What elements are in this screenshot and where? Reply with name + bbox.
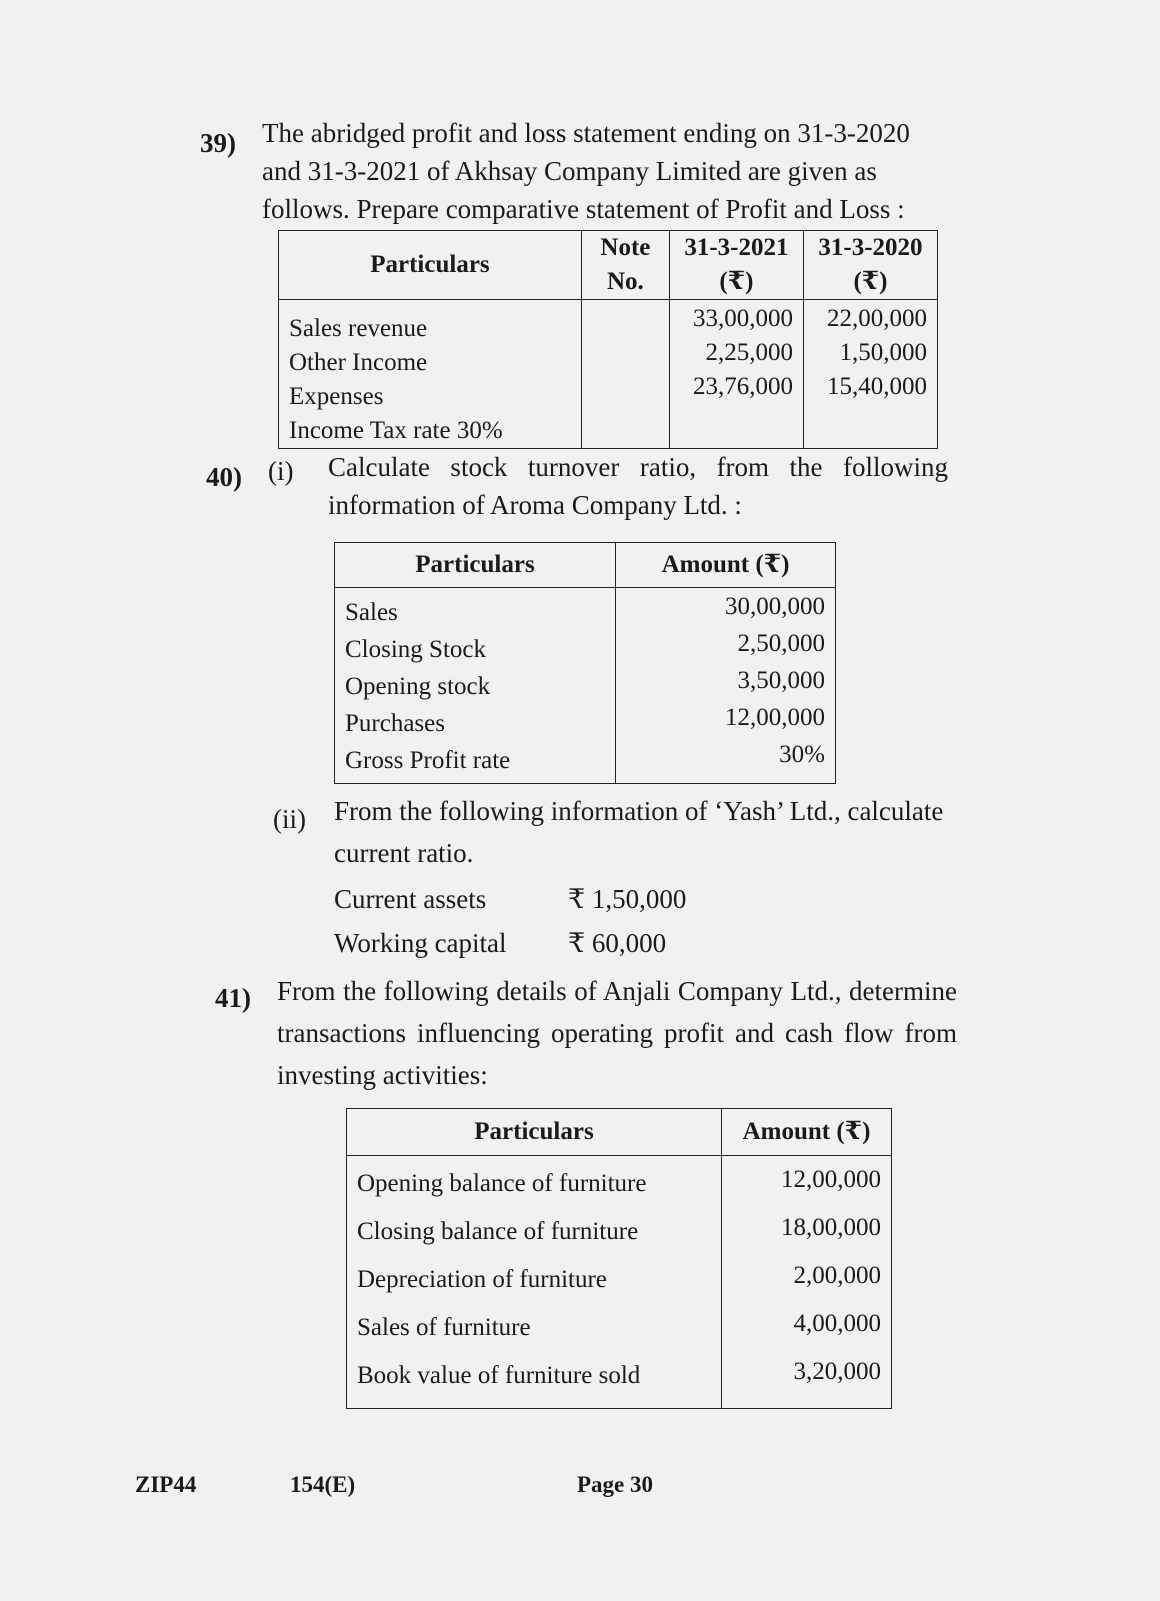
q40-part-ii-text [334, 790, 954, 874]
q40-ii-item-2 [334, 924, 666, 962]
q39-line-2: and 31-3-2021 of Akhsay Company Limited are given as [262, 156, 877, 186]
q40-ii-line-1: From the following information of ‘Yash’ Ltd., calculate [334, 796, 944, 826]
working-capital-label: Working capital [334, 928, 507, 958]
list-item: 3,50,000 [737, 667, 825, 694]
table-body-row [335, 588, 836, 784]
list-item: 3,20,000 [793, 1358, 881, 1385]
particulars-cell [335, 588, 616, 784]
q41-line-2: transactions influencing operating profit and cash flow from [277, 1018, 957, 1048]
table-header-row [335, 543, 836, 588]
list-item: Depreciation of furniture [357, 1266, 607, 1293]
list-item: 30,00,000 [725, 593, 825, 620]
q39-number: 39) [200, 128, 236, 158]
q41-text [277, 970, 957, 1096]
list-item: 12,00,000 [781, 1166, 881, 1193]
table-header-row [279, 231, 938, 300]
list-item: Opening stock [345, 673, 491, 700]
list-item: Income Tax rate 30% [289, 417, 503, 444]
q41-line-1: From the following details of Anjali Company Ltd., determine [277, 976, 957, 1006]
list-item: 18,00,000 [781, 1214, 881, 1241]
q41-number: 41) [215, 983, 251, 1013]
list-item: Book value of furniture sold [357, 1362, 641, 1389]
table-body-row [279, 300, 938, 449]
q40-i-table [334, 542, 836, 784]
list-item: Closing balance of furniture [357, 1218, 639, 1245]
list-item: Purchases [345, 710, 445, 737]
list-item: Closing Stock [345, 636, 486, 663]
q39-line-3: follows. Prepare comparative statement of Profit and Loss : [262, 194, 905, 224]
particulars-cell [279, 300, 582, 449]
q39-table [278, 230, 938, 449]
amounts-cell [722, 1156, 892, 1409]
list-item: 2,50,000 [737, 630, 825, 657]
list-item: Sales of furniture [357, 1314, 531, 1341]
q41-line-3: investing activities: [277, 1060, 488, 1090]
q40-part-i-text [328, 448, 948, 524]
q39-line-1: The abridged profit and loss statement ending on 31-3-2020 [262, 118, 910, 148]
header-2021-line1: 31-3-2021 [684, 234, 789, 261]
list-item: 2,00,000 [793, 1262, 881, 1289]
header-note-line2: No. [606, 268, 644, 295]
q40-i-line-2: information of Aroma Company Ltd. : [328, 490, 742, 520]
header-2020-line1: 31-3-2020 [818, 234, 923, 261]
working-capital-value: ₹ 60,000 [568, 928, 667, 958]
list-item: Other Income [289, 349, 428, 376]
list-item: Sales revenue [289, 315, 428, 342]
header-2020 [803, 231, 937, 300]
header-amount: Amount (₹) [722, 1109, 892, 1156]
particulars-cell [347, 1156, 722, 1409]
amounts-cell [616, 588, 836, 784]
list-item: 22,00,000 [827, 305, 927, 332]
current-assets-value: ₹ 1,50,000 [568, 884, 687, 914]
footer-code: ZIP44 [135, 1472, 197, 1497]
values-2020-cell [803, 300, 937, 449]
list-item: 15,40,000 [827, 373, 927, 400]
list-item: Opening balance of furniture [357, 1170, 647, 1197]
q40-part-ii-label: (ii) [273, 804, 306, 834]
header-2021 [669, 231, 803, 300]
list-item: Sales [345, 599, 398, 626]
q39-text [262, 114, 942, 228]
header-2020-line2: (₹) [853, 268, 888, 295]
list-item: 30% [779, 741, 825, 768]
list-item: 33,00,000 [692, 305, 793, 332]
current-assets-label: Current assets [334, 884, 487, 914]
table-header-row [347, 1109, 892, 1156]
q40-ii-item-1 [334, 880, 686, 918]
values-2021-cell [669, 300, 803, 449]
list-item: Gross Profit rate [345, 747, 511, 774]
header-note-no [581, 231, 669, 300]
table-body-row [347, 1156, 892, 1409]
header-particulars: Particulars [347, 1109, 722, 1156]
q40-number: 40) [206, 462, 242, 492]
header-particulars: Particulars [335, 543, 616, 588]
list-item: 23,76,000 [692, 373, 793, 400]
footer-paper: 154(E) [290, 1472, 356, 1497]
q41-table [346, 1108, 892, 1409]
list-item: Expenses [289, 383, 384, 410]
header-particulars: Particulars [279, 231, 582, 300]
q40-i-line-1: Calculate stock turnover ratio, from the following [328, 452, 948, 482]
header-2021-line2: (₹) [719, 268, 754, 295]
header-amount: Amount (₹) [616, 543, 836, 588]
q40-part-i-label: (i) [268, 456, 294, 486]
list-item: 2,25,000 [705, 339, 793, 366]
note-cell [581, 300, 669, 449]
list-item: 4,00,000 [793, 1310, 881, 1337]
footer-page-number: Page 30 [577, 1472, 654, 1497]
q40-ii-line-2: current ratio. [334, 838, 474, 868]
header-note-line1: Note [600, 234, 651, 261]
list-item: 12,00,000 [725, 704, 825, 731]
list-item: 1,50,000 [839, 339, 927, 366]
